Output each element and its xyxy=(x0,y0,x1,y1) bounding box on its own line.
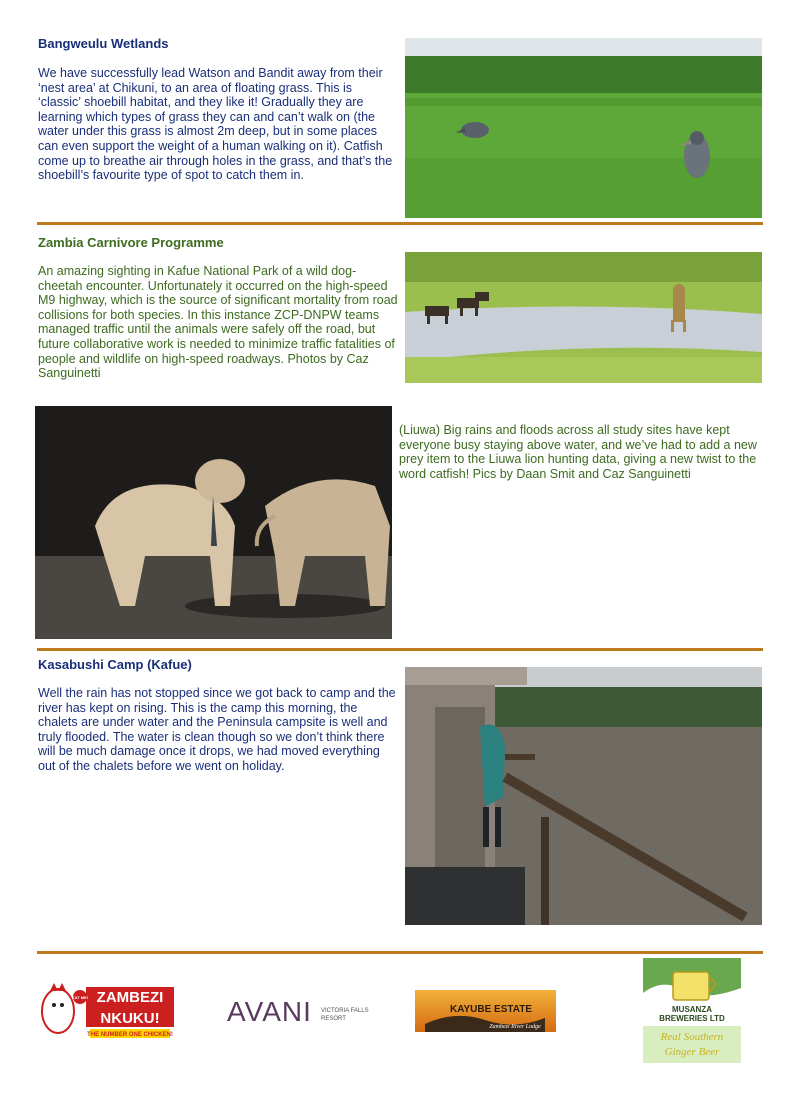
lions-catfish-photo xyxy=(35,406,392,639)
wild-dog-cheetah-photo xyxy=(405,252,762,383)
section-divider xyxy=(37,222,763,225)
kayube-sub: Zambezi River Lodge xyxy=(489,1024,541,1030)
section-heading-kasabushi: Kasabushi Camp (Kafue) xyxy=(38,657,192,672)
zambezi-line2: NKUKU! xyxy=(100,1010,160,1027)
section-body-kasabushi: Well the rain has not stopped since we got back to camp and the river has kept on rising. This is the camp this morning, the chalets are under water and the Peninsula campsite is well and truly flooded. The water is clean though so we don’t think there will be much damage once it drops, we had moved everything out of the chalets before we went on holiday. xyxy=(38,686,396,773)
section-body-zambia: An amazing sighting in Kafue National Park of a wild dog-cheetah encounter. Unfortunately it occurred on the high-speed M9 highway, which is the source of significant mortality from road collisions for both species. In this instance ZCP-DNPW teams managed traffic until the animals were safely off the road, but future collaborative work is needed to minimize traffic fatalities of people and wildlife on high-speed roadways. Photos by Caz Sanguinetti xyxy=(38,264,398,381)
kayube-estate-logo xyxy=(415,990,556,1032)
section-heading-bangweulu: Bangweulu Wetlands xyxy=(38,36,169,51)
musanza-name1: MUSANZA xyxy=(672,1005,712,1014)
shoebill-photo xyxy=(405,38,762,218)
zambezi-tagline: THE NUMBER ONE CHICKEN! xyxy=(87,1032,173,1038)
avani-name: AVANI xyxy=(227,996,312,1027)
zambezi-badge: EAT ME! xyxy=(71,995,89,1000)
section-divider xyxy=(37,951,763,954)
avani-sub2: RESORT xyxy=(321,1016,346,1022)
section-body-bangweulu: We have successfully lead Watson and Bandit away from their ‘nest area’ at Chikuni, to an area of floating grass. This is ‘classic’ shoebill habitat, and they like it! Gradually they are learning which types of grass they can and can’t walk on (the water under this grass is almost 2m deep, but in some places can even support the weight of a human walking on it). Catfish come up to breathe air through holes in the grass, and that’s the shoebill’s favourite type of spot to catch them in. xyxy=(38,66,393,183)
zambezi-line1: ZAMBEZI xyxy=(96,989,164,1006)
musanza-breweries-logo xyxy=(643,958,741,1063)
avani-logo xyxy=(227,996,372,1028)
flooded-camp-photo xyxy=(405,667,762,925)
musanza-script2: Ginger Beer xyxy=(664,1046,720,1058)
zambezi-nkuku-logo xyxy=(40,979,178,1041)
section-body-liuwa: (Liuwa) Big rains and floods across all study sites have kept everyone busy staying above water, and we’ve had to add a new prey item to the Liuwa lion hunting data, giving a new twist to the word catfish! Pics by Daan Smit and Caz Sanguinetti xyxy=(399,423,757,481)
section-divider xyxy=(37,648,763,651)
musanza-name2: BREWERIES LTD xyxy=(659,1014,725,1023)
section-heading-zambia: Zambia Carnivore Programme xyxy=(38,235,224,250)
avani-sub1: VICTORIA FALLS xyxy=(321,1008,369,1014)
musanza-script1: Real Southern xyxy=(660,1031,724,1043)
kayube-name: KAYUBE ESTATE xyxy=(449,1004,533,1015)
